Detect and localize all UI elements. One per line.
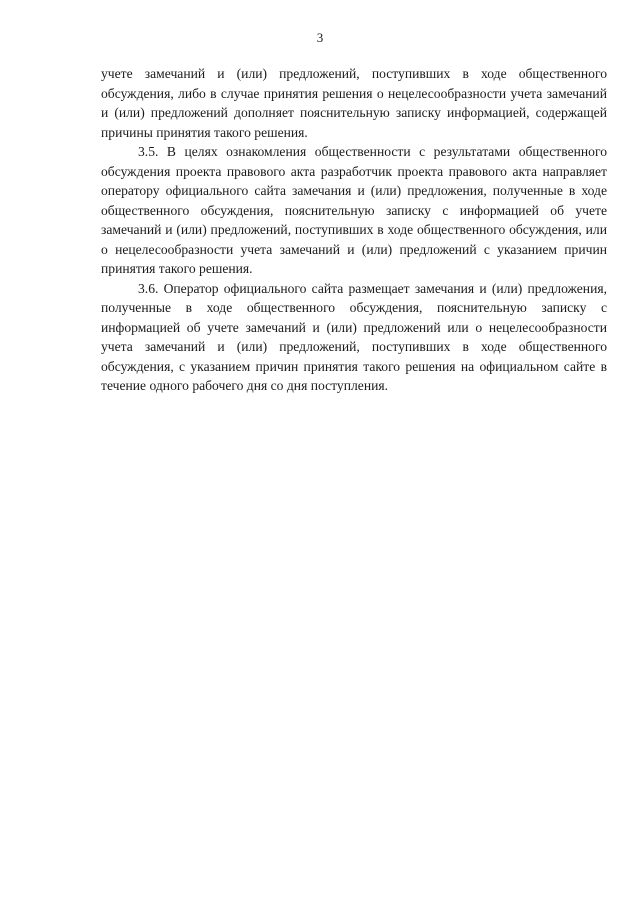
paragraph-3-6: 3.6. Оператор официального сайта размещает замечания и (или) предложения, полученные в ходе общественного обсуждения, пояснительную записку с информацией об учете замечаний и (или) предложений или о нецелесообразности учета замечаний и (или) предложений, поступивших в ходе общественного обсуждения, с указанием причин принятия такого решения на официальном сайте в течение одного рабочего дня со дня поступления. <box>101 280 607 393</box>
paragraph-continuation: учете замечаний и (или) предложений, поступивших в ходе общественного обсуждения, либо в случае принятия решения о нецелесообразности учета замечаний и (или) предложений дополняет пояснительную записку информацией, содержащей причины принятия такого решения. <box>101 66 607 140</box>
document-body <box>101 64 607 396</box>
page-number: 3 <box>316 30 324 45</box>
paragraph-3-5: 3.5. В целях ознакомления общественности с результатами общественного обсуждения проекта правового акта разработчик проекта правового акта направляет оператору официального сайта замечания и (или) предложения, полученные в ходе общественного обсуждения, пояснительную записку с информацией об учете замечаний и (или) предложений, поступивших в ходе общественного обсуждения, или о нецелесообразности учета замечаний и (или) предложений с указанием причин принятия такого решения. <box>101 144 607 276</box>
